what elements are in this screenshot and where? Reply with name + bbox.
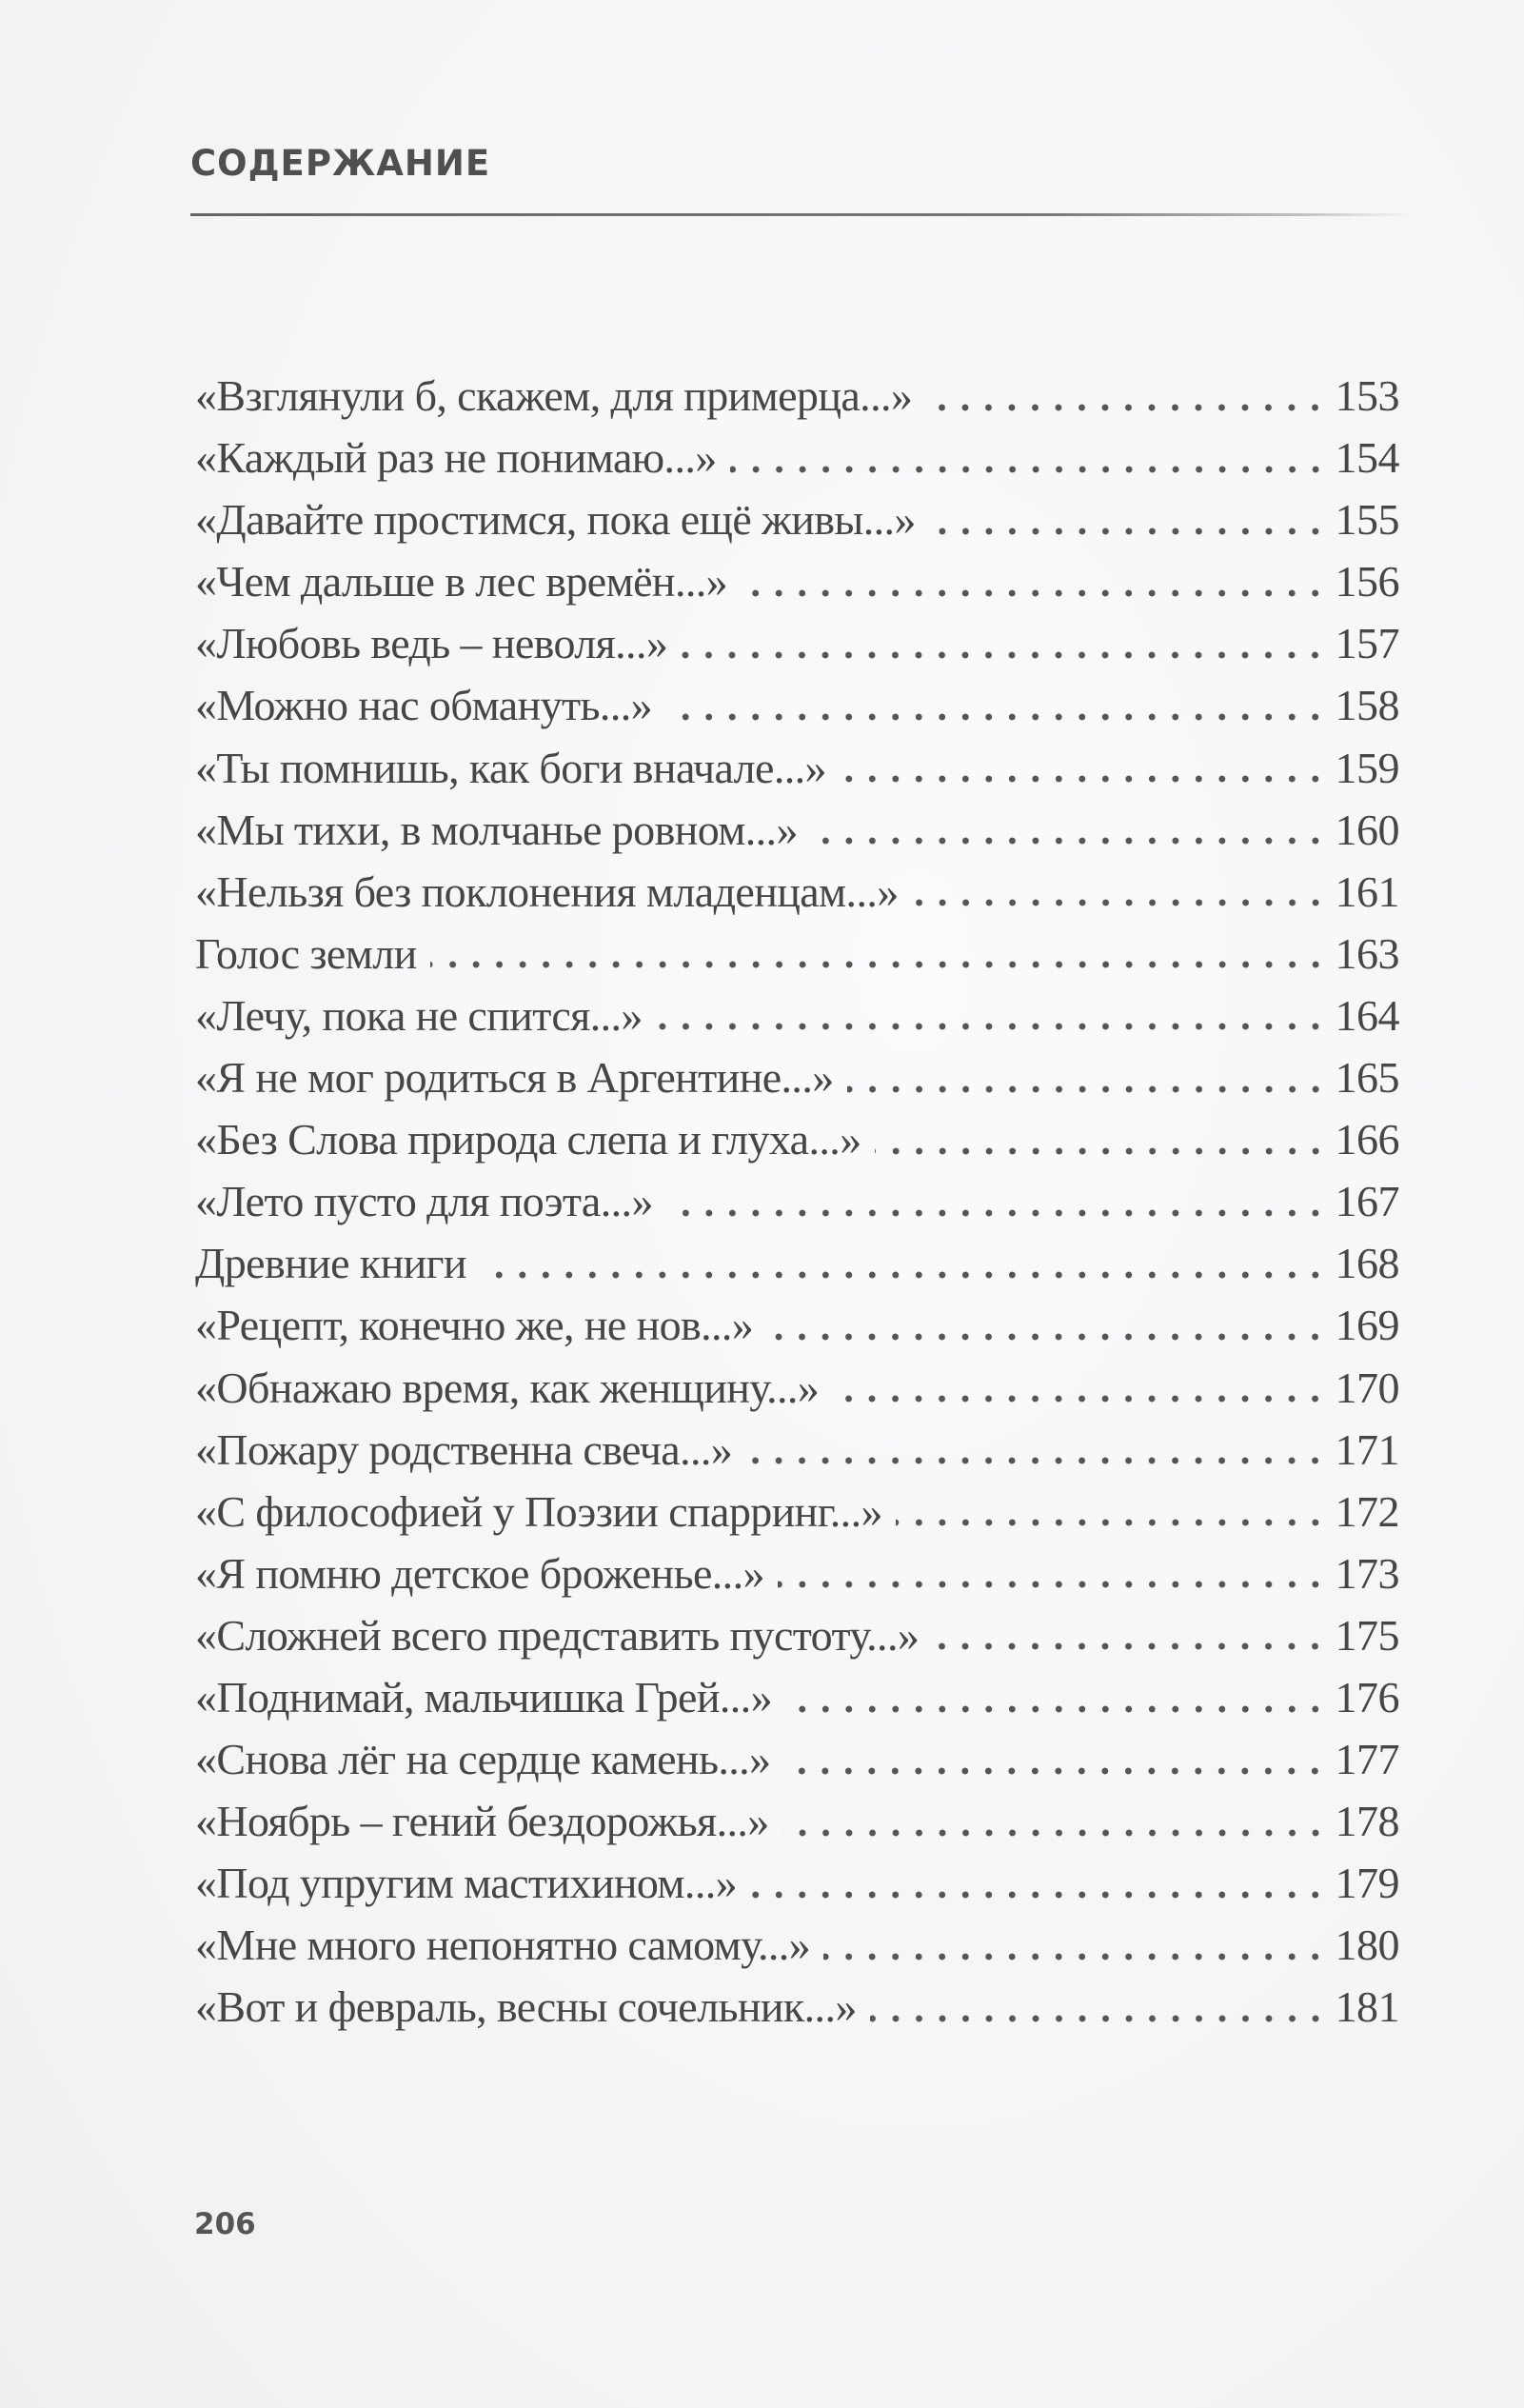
running-head: СОДЕРЖАНИЕ	[190, 143, 491, 184]
toc-entry-title: «Без Слова природа слепа и глуха...»	[195, 1115, 861, 1164]
toc-entry-title: «Вот и февраль, весны сочельник...»	[195, 1982, 857, 2032]
toc-entry-page: 181	[1335, 1982, 1399, 2032]
toc-entry	[195, 674, 1399, 736]
dot-leader	[766, 1327, 1327, 1346]
dot-leader	[840, 769, 1327, 788]
toc-entry	[195, 861, 1399, 923]
toc-entry-title: «Давайте простимся, пока ещё живы...»	[195, 495, 916, 545]
toc-entry-page: 178	[1335, 1797, 1399, 1846]
toc-entry	[195, 1170, 1399, 1232]
dot-leader	[823, 1947, 1327, 1966]
dot-leader	[782, 1823, 1327, 1842]
toc-entry-page: 177	[1335, 1735, 1399, 1784]
dot-leader	[665, 707, 1327, 726]
toc-entry	[195, 550, 1399, 612]
toc-entry-title: «Взглянули б, скажем, для примерца...»	[195, 371, 913, 420]
toc-entry	[195, 737, 1399, 799]
dot-leader	[847, 1080, 1327, 1099]
dot-leader	[666, 1204, 1327, 1223]
dot-leader	[681, 646, 1327, 665]
toc-entry	[195, 612, 1399, 674]
toc-entry-title: «Сложней всего представить пустоту...»	[195, 1610, 920, 1660]
toc-entry-title: «Можно нас обмануть...»	[195, 681, 653, 730]
toc-entry	[195, 1852, 1399, 1914]
toc-entry-title: «Пожару родственна свеча...»	[195, 1424, 733, 1474]
toc-entry-page: 154	[1335, 433, 1399, 483]
toc-entry-title: «Любовь ведь – неволя...»	[195, 619, 668, 668]
toc-entry-title: «Ноябрь – гений бездорожья...»	[195, 1797, 769, 1846]
toc-entry-page: 161	[1335, 866, 1399, 916]
toc-entry-page: 180	[1335, 1920, 1399, 1970]
toc-entry	[195, 1604, 1399, 1666]
dot-leader	[778, 1575, 1327, 1594]
toc-entry-page: 171	[1335, 1424, 1399, 1474]
dot-leader	[811, 831, 1327, 850]
dot-leader	[750, 1885, 1327, 1904]
toc-entry	[195, 1790, 1399, 1852]
dot-leader	[912, 893, 1327, 912]
toc-entry	[195, 1728, 1399, 1790]
toc-entry-title: «Лето пусто для поэта...»	[195, 1177, 653, 1226]
dot-leader	[929, 522, 1327, 541]
toc-entry-title: «Обнажаю время, как женщину...»	[195, 1363, 820, 1412]
toc-entry	[195, 985, 1399, 1046]
toc-entry	[195, 1419, 1399, 1481]
toc-entry-title: «Мы тихи, в молчанье ровном...»	[195, 805, 798, 854]
toc-entry	[195, 1232, 1399, 1294]
toc-entry-title: «Рецепт, конечно же, не нов...»	[195, 1301, 754, 1350]
toc-entry-page: 167	[1335, 1177, 1399, 1226]
dot-leader	[785, 1700, 1327, 1719]
toc-entry-title: «Каждый раз не понимаю...»	[195, 433, 717, 483]
toc-entry-page: 163	[1335, 928, 1399, 978]
toc-entry	[195, 1976, 1399, 2038]
toc-entry-title: «Снова лёг на сердце камень...»	[195, 1735, 771, 1784]
toc-entry-title: «Ты помнишь, как боги вначале...»	[195, 743, 826, 792]
toc-entry-page: 160	[1335, 805, 1399, 854]
toc-entry-page: 168	[1335, 1239, 1399, 1288]
toc-entry-title: «Нельзя без поклонения младенцам...»	[195, 866, 899, 916]
toc-entry-page: 169	[1335, 1301, 1399, 1350]
toc-entry-page: 156	[1335, 557, 1399, 607]
dot-leader	[870, 2009, 1327, 2028]
toc-entry-page: 158	[1335, 681, 1399, 730]
toc-entry	[195, 1108, 1399, 1170]
toc-entry-page: 170	[1335, 1363, 1399, 1412]
toc-entry-page: 153	[1335, 371, 1399, 420]
toc-entry	[195, 365, 1399, 427]
toc-entry	[195, 1046, 1399, 1108]
toc-entry-title: «Лечу, пока не спится...»	[195, 990, 643, 1040]
toc-entry-page: 175	[1335, 1610, 1399, 1660]
toc-entry-page: 165	[1335, 1053, 1399, 1103]
dot-leader	[932, 1637, 1327, 1656]
dot-leader	[430, 955, 1327, 974]
toc-entry	[195, 799, 1399, 861]
toc-entry-title: Голос земли	[195, 928, 417, 978]
table-of-contents	[195, 365, 1399, 2039]
toc-entry-title: «Я помню детское броженье...»	[195, 1548, 764, 1598]
dot-leader	[745, 1451, 1327, 1470]
header-rule	[190, 213, 1409, 216]
dot-leader	[656, 1017, 1327, 1036]
dot-leader	[741, 584, 1327, 603]
toc-entry	[195, 488, 1399, 550]
dot-leader	[832, 1389, 1327, 1408]
toc-entry-page: 155	[1335, 495, 1399, 545]
page-number: 206	[194, 2207, 256, 2241]
toc-entry	[195, 1357, 1399, 1419]
toc-entry	[195, 1914, 1399, 1976]
toc-entry-page: 164	[1335, 990, 1399, 1040]
toc-entry	[195, 1542, 1399, 1604]
toc-entry-page: 166	[1335, 1115, 1399, 1164]
toc-entry-title: Древние книги	[195, 1239, 466, 1288]
toc-entry-title: «С философией у Поэзии спарринг...»	[195, 1486, 882, 1536]
dot-leader	[480, 1265, 1327, 1284]
toc-entry-page: 173	[1335, 1548, 1399, 1598]
toc-entry-title: «Под упругим мастихином...»	[195, 1859, 738, 1908]
toc-entry-page: 172	[1335, 1486, 1399, 1536]
toc-entry-page: 176	[1335, 1672, 1399, 1721]
toc-entry-title: «Чем дальше в лес времён...»	[195, 557, 728, 607]
toc-entry	[195, 1294, 1399, 1356]
toc-entry	[195, 1666, 1399, 1728]
toc-entry	[195, 923, 1399, 985]
toc-entry-title: «Поднимай, мальчишка Грей...»	[195, 1672, 772, 1721]
dot-leader	[875, 1142, 1327, 1161]
toc-entry-page: 157	[1335, 619, 1399, 668]
dot-leader	[730, 460, 1327, 479]
toc-entry-page: 159	[1335, 743, 1399, 792]
dot-leader	[925, 398, 1327, 417]
dot-leader	[896, 1513, 1327, 1532]
dot-leader	[783, 1761, 1327, 1781]
toc-entry-page: 179	[1335, 1859, 1399, 1908]
toc-entry-title: «Я не мог родиться в Аргентине...»	[195, 1053, 834, 1103]
toc-entry-title: «Мне много непонятно самому...»	[195, 1920, 811, 1970]
toc-entry	[195, 427, 1399, 488]
toc-entry	[195, 1481, 1399, 1542]
